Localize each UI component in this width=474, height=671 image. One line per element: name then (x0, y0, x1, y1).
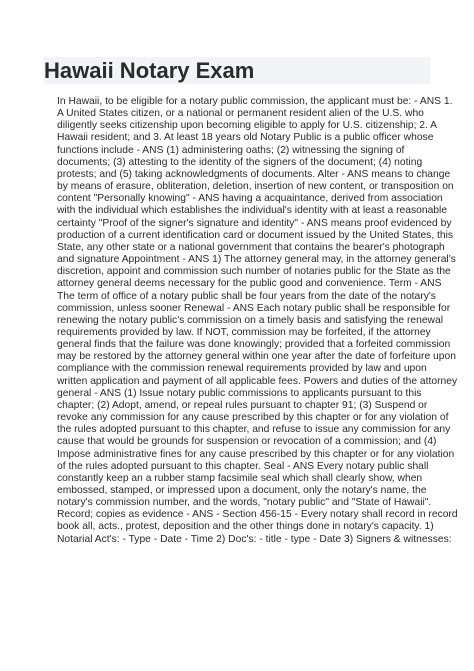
body-text-line: certainty "Proof of the signer's signature and identity" - ANS means proof evidenced by (57, 217, 452, 229)
body-text-line: written application and payment of all applicable fees. Powers and duties of the attorney (57, 375, 458, 387)
body-text-line: Impose administrative fines for any cause prescribed by this chapter or for any violation (57, 448, 455, 460)
body-text-line: book all, acts., protest, deposition and the other things done in notary's capacity. 1) (57, 521, 434, 533)
body-text-line: notary's commission number, and the words, "notary public" and "State of Hawaii". (57, 497, 432, 509)
body-text-line: with the individual which establishes the individual's identity with at least a reasonable (57, 205, 448, 217)
body-text-line: general - ANS (1) Issue notary public commissions to applicants pursuant to this (57, 387, 422, 399)
document-body (57, 96, 458, 546)
document-title: Hawaii Notary Exam (44, 58, 255, 83)
body-text-line: functions include - ANS (1) administering oaths; (2) witnessing the signing of (57, 144, 405, 156)
body-text-line: Hawaii resident; and 3. At least 18 years old Notary Public is a public officer whose (57, 132, 434, 144)
body-text-line: by means of erasure, obliteration, deletion, insertion of new content, or transposition on (57, 181, 454, 193)
body-text-line: embossed, stamped, or impressed upon a document, only the notary's name, the (57, 485, 427, 496)
body-text-line: content "Personally knowing" - ANS having a acquaintance, derived from association (57, 193, 443, 205)
body-text-line: attorney general deems necessary for the public good and convenience. Term - ANS (57, 278, 442, 290)
body-text-line: cause that would be grounds for suspension or revocation of a commission; and (4) (57, 436, 437, 448)
body-text-line: The term of office of a notary public shall be four years from the date of the notary's (57, 290, 436, 302)
body-text-line: compliance with the commission renewal requirements provided by law and upon (57, 363, 427, 375)
body-text-line: commission, unless sooner Renewal - ANS Each notary public shall be responsible for (57, 302, 451, 314)
body-text-line: discretion, appoint and commission such number of notaries public for the State as the (57, 266, 451, 278)
body-text-line: may be restored by the attorney general within one year after the date of forfeiture upon (57, 351, 456, 363)
body-text-line: production of a current identification card or document issued by the United States, this (57, 229, 454, 241)
body-text-line: A United States citizen, or a national or permanent resident alien of the U.S. who (57, 108, 424, 120)
body-text-line: renewing the notary public's commission on a timely basis and satisfying the renewal (57, 314, 444, 326)
body-text-line: constantly keep an a rubber stamp facsimile seal which shall clearly show, when (57, 472, 423, 484)
body-text-line: State, any other state or a national government that contains the bearer's photograph (57, 241, 445, 253)
body-text-line: In Hawaii, to be eligible for a notary public commission, the applicant must be: - ANS 1. (57, 96, 453, 107)
body-text-line: and signature Appointment - ANS 1) The attorney general may, in the attorney general's (57, 254, 456, 266)
body-text-line: the rules adopted pursuant to this chapter, and refuse to issue any commission for any (57, 424, 451, 436)
body-text-line: requirements provided by law. If NOT, commission may be forfeited, if the attorney (57, 326, 431, 338)
body-text-line: chapter; (2) Adopt, amend, or repeal rules pursuant to chapter 91; (3) Suspend or (57, 399, 428, 411)
body-text-line: protests; and (5) taking acknowledgments of documents. Alter - ANS means to change (57, 168, 451, 180)
body-text-line: Record; copies as evidence - ANS - Section 456-15 - Every notary shall record in record (57, 509, 458, 521)
body-text-line: general finds that the failure was done knowingly; provided that a forfeited commission (57, 339, 451, 351)
body-text-line: revoke any commission for any cause prescribed by this chapter or for any violation of (57, 412, 449, 424)
body-text-line: documents; (3) attesting to the identity of the signers of the document; (4) noting (57, 156, 423, 168)
body-text-line: diligently seeks citizenship upon becoming eligible to apply for U.S. citizenship; 2. A (57, 120, 438, 132)
body-text-line: Notarial Act's: - Type - Date - Time 2) Doc's: - title - type - Date 3) Signers & witnesses: (57, 533, 452, 545)
body-text-line: of the rules adopted pursuant to this chapter. Seal - ANS Every notary public shall (57, 460, 429, 472)
